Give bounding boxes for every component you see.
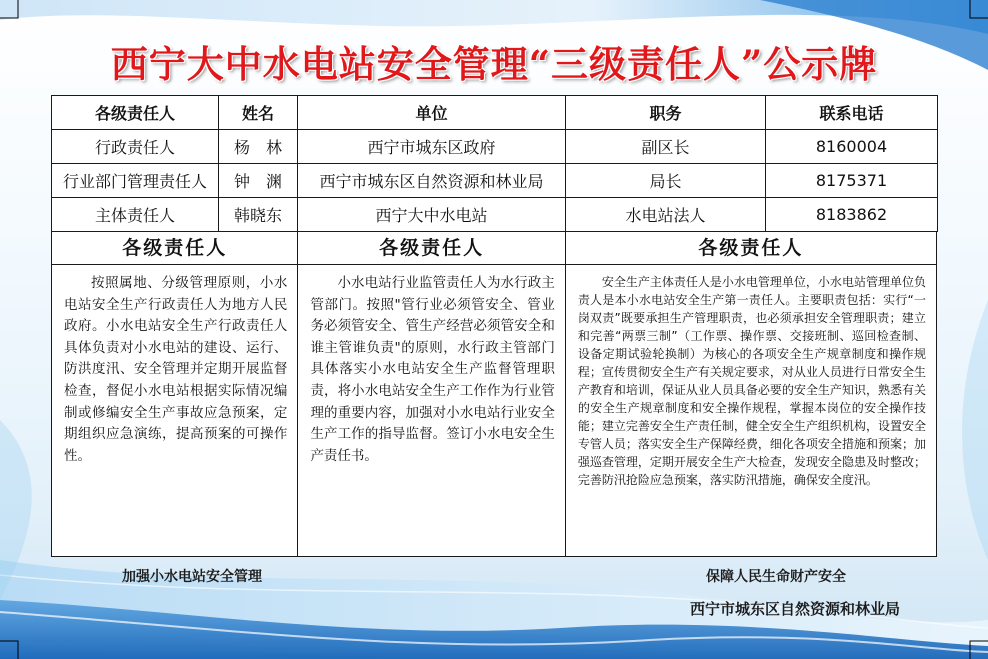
name-cell: 杨 林 bbox=[219, 130, 298, 164]
position-cell: 水电站法人 bbox=[566, 198, 766, 232]
phone-cell: 8183862 bbox=[766, 198, 938, 232]
phone-cell: 8160004 bbox=[766, 130, 938, 164]
administrative-panel bbox=[52, 232, 297, 556]
crop-mark-icon bbox=[0, 635, 24, 659]
panel-text: 按照属地、分级管理原则，小水电站安全生产行政责任人为地方人民政府。小水电站安全生产行政责任人具体负责对小水电站的建设、运行、防洪度汛、安全管理并定期开展监督检查，督促小水电站根据实际情况编制或修编安全生产事故应急预案，定期组织应急演练，提高预案的可操作性。 bbox=[64, 275, 288, 464]
table-row bbox=[52, 198, 938, 232]
panel-heading: 各级责任人 bbox=[566, 232, 936, 265]
column-header: 职务 bbox=[566, 96, 766, 130]
unit-cell: 西宁市城东区自然资源和林业局 bbox=[298, 164, 566, 198]
name-cell: 钟 渊 bbox=[219, 164, 298, 198]
responsibility-table bbox=[51, 95, 938, 232]
crop-mark-icon bbox=[964, 635, 988, 659]
column-header: 姓名 bbox=[219, 96, 298, 130]
column-header: 联系电话 bbox=[766, 96, 938, 130]
panel-text: 小水电站行业监管责任人为水行政主管部门。按照"管行业必须管安全、管业务必须管安全、管生产经营必须管安全和谁主管谁负责"的原则，水行政主管部门具体落实小水电站安全生产监督管理职责，将小水电站安全生产工作作为行业管理的重要内容，加强对小水电站行业安全生产工作的指导监督。签订小水电安全生产责任书。 bbox=[310, 275, 555, 464]
position-cell: 局长 bbox=[566, 164, 766, 198]
table-row bbox=[52, 164, 938, 198]
phone-cell: 8175371 bbox=[766, 164, 938, 198]
left-slogan: 加强小水电站安全管理 bbox=[122, 569, 262, 585]
position-cell: 副区长 bbox=[566, 130, 766, 164]
industry-panel bbox=[297, 232, 564, 556]
panel-heading: 各级责任人 bbox=[298, 232, 564, 265]
role-cell: 主体责任人 bbox=[52, 198, 219, 232]
right-slogan: 保障人民生命财产安全 bbox=[706, 569, 846, 585]
unit-cell: 西宁大中水电站 bbox=[298, 198, 566, 232]
board-title: 西宁大中水电站安全管理“三级责任人”公示牌 bbox=[110, 42, 878, 86]
issuer-label: 西宁市城东区自然资源和林业局 bbox=[690, 600, 901, 618]
role-cell: 行政责任人 bbox=[52, 130, 219, 164]
panel-text: 安全生产主体责任人是小水电管理单位，小水电站管理单位负责人是本小水电站安全生产第一责任人。主要职责包括：实行“一岗双责”既要承担生产管理职责，也必须承担安全管理职责；建立和完善“两票三制”（工作票、操作票、交接班制、巡回检查制、设备定期试验轮换制）为核心的各项安全生产规章制度和操作规程；宣传贯彻安全生产有关规定要求，对从业人员进行日常安全生产教育和培训，保证从业人员具备必要的安全生产知识，熟悉有关的安全生产规章制度和安全操作规程，掌握本岗位的安全操作技能；建立完善安全生产责任制，健全安全生产组织机构，设置安全专管人员；落实安全生产保障经费，细化各项安全措施和预案；加强巡查管理，定期开展安全生产大检查，发现安全隐患及时整改；完善防汛抢险应急预案，落实防汛措施，确保安全度汛。 bbox=[577, 275, 926, 487]
table-header-row bbox=[52, 96, 938, 130]
column-header: 单位 bbox=[298, 96, 566, 130]
crop-mark-icon bbox=[0, 0, 24, 24]
name-cell: 韩晓东 bbox=[219, 198, 298, 232]
table-row bbox=[52, 130, 938, 164]
responsibility-panels bbox=[51, 231, 937, 557]
panel-heading: 各级责任人 bbox=[52, 232, 297, 265]
unit-cell: 西宁市城东区政府 bbox=[298, 130, 566, 164]
entity-panel bbox=[565, 232, 936, 556]
role-cell: 行业部门管理责任人 bbox=[52, 164, 219, 198]
column-header: 各级责任人 bbox=[52, 96, 219, 130]
crop-mark-icon bbox=[964, 0, 988, 24]
